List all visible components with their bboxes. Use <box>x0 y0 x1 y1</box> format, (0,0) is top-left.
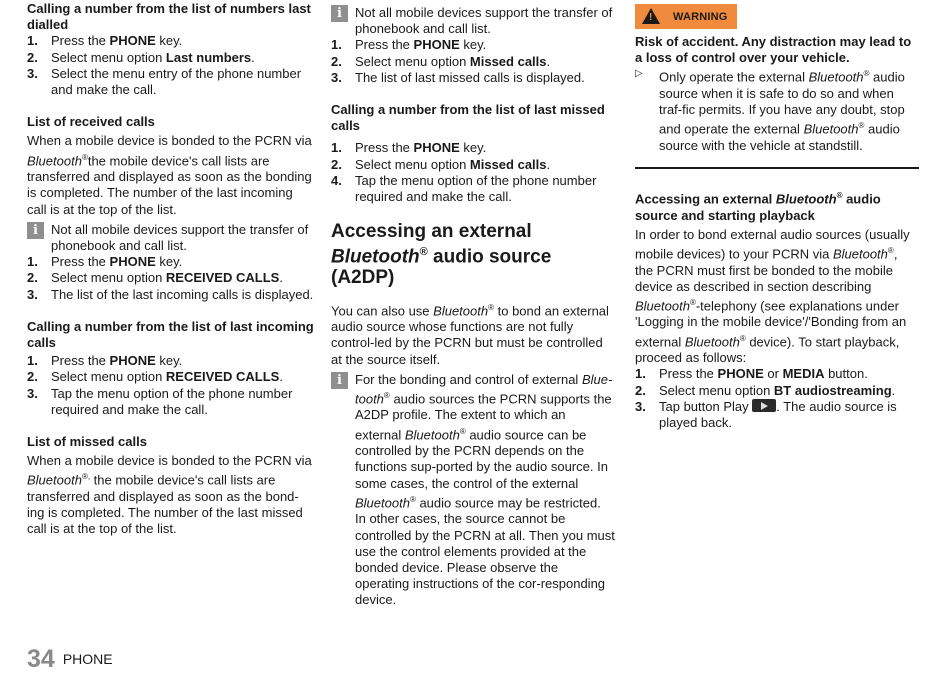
list-item: 1. Press the PHONE key. <box>27 353 183 369</box>
list-item: 3. Select the menu entry of the phone number and make the call. <box>27 65 302 98</box>
list-item: 2. Select menu option Missed calls. <box>331 156 551 172</box>
list-item: 1. Press the PHONE key. <box>27 254 183 270</box>
heading-missed-calls: List of missed calls <box>27 434 147 449</box>
list-item: 3. The list of last missed calls is displayed. <box>331 69 585 85</box>
paragraph-received-calls: When a mobile device is bonded to the PCRN via Bluetooth®the mobile device's call lists are transferred and displayed as soon as the bonding is completed. The number of the last incoming call is at the top of the list. <box>27 133 312 217</box>
heading-start-playback: Accessing an external Bluetooth® audio source and starting playback <box>635 191 881 223</box>
steps-missed-list <box>331 37 615 86</box>
steps-last-incoming <box>27 353 315 418</box>
section-label: PHONE <box>62 651 113 667</box>
heading-last-dialled: Calling a number from the list of numbers last dialled <box>27 1 311 33</box>
list-item: 3. Tap the menu option of the phone number required and make the call. <box>27 385 293 417</box>
info-icon: i <box>331 372 348 389</box>
paragraph-a2dp-intro: You can also use Bluetooth® to bond an external audio source whose functions are not fully control-led by the PCRN but must be controlled at the source itself. <box>331 302 609 367</box>
note-missed: i Not all mobile devices support the transfer of phonebook and call list. <box>331 5 615 37</box>
list-item: 2. Select menu option RECEIVED CALLS. <box>27 270 283 286</box>
list-item: 3. The list of the last incoming calls is displayed. <box>27 286 314 302</box>
warning-label: WARNING <box>673 11 728 23</box>
info-icon: i <box>331 5 348 22</box>
heading-received-calls: List of received calls <box>27 114 155 130</box>
triangle-bullet-icon: ▷ <box>635 68 643 80</box>
section-title-a2dp: Accessing an external Bluetooth® audio source (A2DP) <box>331 221 552 288</box>
warning-instruction: ▷ Only operate the external Bluetooth® audio source when it is safe to do so and when traf-fic permits. If you have any doubt, stop and operate the external Bluetooth® audio source with the vehicle at standstill. <box>635 68 905 153</box>
paragraph-playback: In order to bond external audio sources (usually mobile devices) to your PCRN via Bluetooth®, the PCRN must first be bonded to the mobile device as described in section describing Bluetooth®-telephony (see explanations under 'Logging in the mobile device'/'Bonding from an external Bluetooth® device). To start playback, proceed as follows: <box>635 226 910 366</box>
list-item: 2. Select menu option BT audiostreaming. <box>635 382 896 398</box>
list-item: 4. Tap the menu option of the phone number required and make the call. <box>331 172 597 205</box>
column-right <box>635 0 919 431</box>
heading-last-incoming: Calling a number from the list of last incoming calls <box>27 318 314 350</box>
heading-last-missed: Calling a number from the list of last missed calls <box>331 102 605 134</box>
page-footer <box>27 645 113 673</box>
steps-last-missed <box>331 140 615 205</box>
list-item: 3. Tap button Play . The audio source is played back. <box>635 398 897 431</box>
paragraph-missed-calls: When a mobile device is bonded to the PCRN via Bluetooth®, the mobile device's call lists are transferred and displayed as soon as the bond-ing is completed. The number of the last missed call is at the top of the list. <box>27 453 312 537</box>
steps-received-list <box>27 254 315 303</box>
column-left <box>27 0 315 538</box>
list-item: 2. Select menu option Last numbers. <box>27 49 255 65</box>
list-item: 1. Press the PHONE key. <box>331 140 487 156</box>
list-item: 2. Select menu option RECEIVED CALLS. <box>27 369 283 385</box>
info-icon: i <box>27 222 44 239</box>
note-received: i Not all mobile devices support the transfer of phonebook and call list. <box>27 222 315 254</box>
warning-headline: Risk of accident. Any distraction may lead to a loss of control over your vehicle. <box>635 34 912 66</box>
warning-banner: ! WARNING <box>635 4 737 29</box>
note-a2dp: i For the bonding and control of external Blue-tooth® audio sources the PCRN supports the A2DP profile. The extent to which an external Bluetooth® audio source can be controlled by the PCRN depends on the functions sup-ported by the audio source. In some cases, the control of the external Bluetooth® audio source may be restricted. In other cases, the source cannot be controlled by the PCRN at all. Then you must use the control elements provided at the bonded device. Please observe the operating instructions of the cor-responding device. <box>331 372 615 609</box>
steps-last-dialled <box>27 33 315 98</box>
page-number: 34 <box>27 645 55 673</box>
list-item: 1. Press the PHONE key. <box>331 37 487 53</box>
column-middle <box>331 0 615 609</box>
list-item: 1. Press the PHONE key. <box>27 33 183 49</box>
play-button-icon <box>752 399 776 412</box>
list-item: 2. Select menu option Missed calls. <box>331 53 551 69</box>
list-item: 1. Press the PHONE or MEDIA button. <box>635 366 868 382</box>
steps-playback <box>635 366 919 431</box>
